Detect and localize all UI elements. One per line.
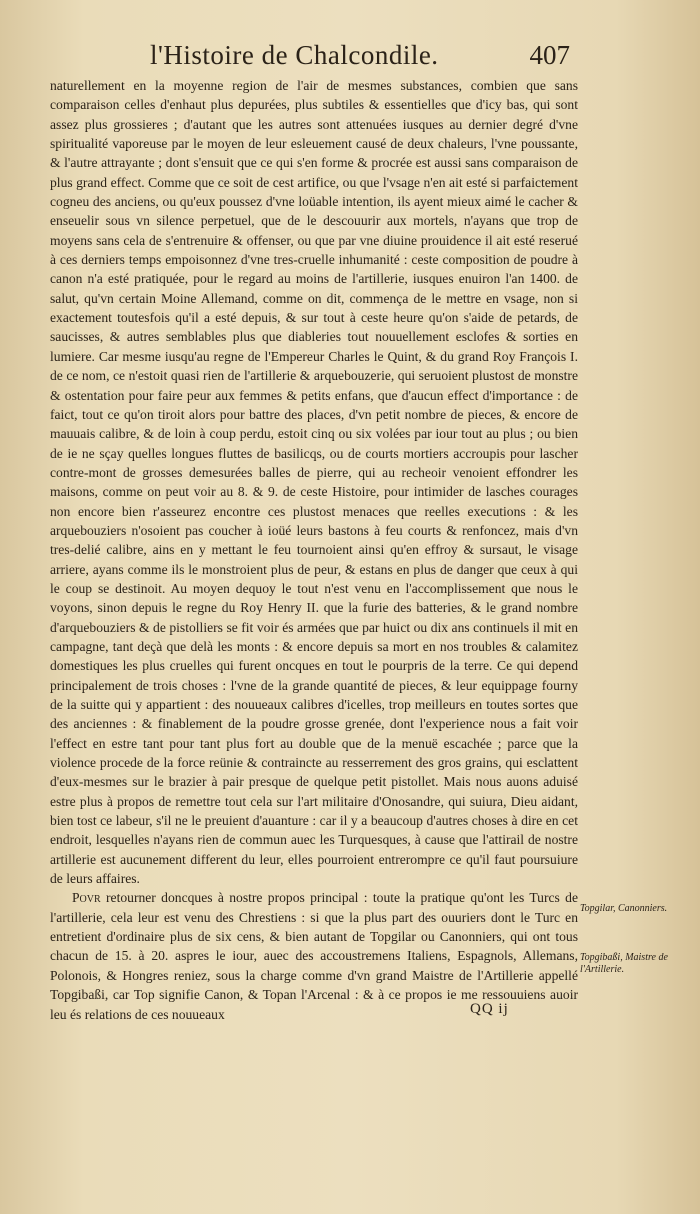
margin-note-topgilar: Topgilar, Canonniers.: [580, 903, 668, 914]
page-header: [150, 40, 570, 80]
paragraph-2-text: retourner doncques à nostre propos principal : toute la pratique qu'ont les Turcs de l'artillerie, cela leur est venu des Chrestiens : si que la plus part des ouuriers dont le Turc en entretient d'ordinaire plus de six cens, & bien autant de Topgilar ou Canonniers, qui ont tous chacun de 15. à 20. aspres le iour, auec des accoustremens Italiens, Espagnols, Allemans, Polonois, & Hongres reniez, sous la charge comme d'vn grand Maistre de l'Artillerie appellé Topgibaßi, car Top signifie Canon, & Topan l'Arcenal : & à ce propos ie me ressouuiens auoir leu és relations de ces nouueaux: [50, 890, 578, 1022]
main-text: [50, 76, 578, 1024]
paragraph-2-lead: Povr: [72, 890, 101, 906]
margin-note-topgibassi: Topgibaßi, Maistre de l'Artillerie.: [580, 952, 668, 975]
signature-mark: QQ ij: [470, 1001, 509, 1017]
running-title: l'Histoire de Chalcondile.: [150, 40, 439, 70]
page-number: 407: [529, 40, 570, 70]
paragraph-1: naturellement en la moyenne region de l'air de mesmes substances, combien que sans comparaison celles d'enhaut plus depurées, plus subtiles & essentielles que d'icy bas, qui sont assez plus grossieres ; d'autant que les autres sont attenuées iusques au dernier degré d'vne spiritualité vaporeuse par le moyen de leur esleuement causé de deux chaleurs, l'vne poussante, & l'autre attrayante ; dont s'ensuit que ce qui s'en forme & procrée est aussi sans comparaison de plus grand effect. Comme que ce soit de cest artifice, ou que l'vsage n'en ait esté si parfaictement cogneu des anciens, ou qu'eux poussez d'vne loüable intention, ils ayent mieux aimé le cacher & enseuelir sous vn silence perpetuel, que de le descouurir aux mortels, n'ayans que trop de moyens sans cela de s'entrenuire & offenser, ou que par vne diuine prouidence il ait esté reserué à ces derniers temps empoisonnez d'vne tres-cruelle inhumanité : ceste composition de poudre à canon n'a esté pratiquée, pour le regard au moins de l'artillerie, iusques enuiron l'an 1400. de salut, qu'vn certain Moine Allemand, comme on dit, commença de le mettre en vsage, non si exactement toutesfois qu'il a esté depuis, & sur tout à ceste heure qu'on s'aide de petards, de saucisses, & autres semblables plus que diableries tout nouuellement esclofes & sorties en lumiere. Car mesme iusqu'au regne de l'Empereur Charles le Quint, & du grand Roy François I. de ce nom, ce n'estoit quasi rien de l'artillerie & arquebouzerie, qui seruoient plustost de monstre & ostentation pour faire peur aux femmes & petits enfans, que d'aucun effect d'importance : de faict, tout ce qu'on tiroit alors pour battre des places, d'vn petit nombre de pieces, & encore de mauuais calibre, & de loin à coup perdu, estoit cinq ou six volées par iour tout au plus ; ou bien de ie ne sçay quelles longues fluttes de basilicqs, ou de courts mortiers accroupis pour lascher contre-mont de grosses demesurées balles de pierre, qui au recheoir venoient effondrer les maisons, comme on peut voir au 8. & 9. de ceste Histoire, pour intimider de lasches courages non encore bien r'asseurez encontre ces plustost menaces que reelles executions : & les arquebouziers n'osoient pas coucher à ioüé leurs bastons à feu courts & renfoncez, mais d'vn tres-delié calibre, ains en y mettant le feu tournoient ainsi qu'en effroy & sursaut, le visage arriere, ayans comme ils le monstroient plus de peur, & estans en plus de danger que ceux à qui le coup se destinoit. Au moyen dequoy le tout n'est venu en l'accomplissement que nous le voyons, sinon depuis le regne du Roy Henry II. que la furie des batteries, & le grand nombre d'arquebouziers & de pistolliers se fit voir és armées que par huict ou dix ans continuels il mit en campagne, tant deçà que delà les monts : & encore depuis sa mort en nos troubles & calamitez domestiques les plus cruelles qui furent oncques en tout le pourpris de la terre. Ce qui depend principalement de trois choses : l'vne de la grande quantité de pieces, & leur equippage fourny de la suitte qui y appartient : des nouueaux calibres d'icelles, trop meilleurs en toutes sortes que des anciennes : & finablement de la poudre grosse grenée, dont l'experience nous a fait voir l'effect en estre tant pour tant plus fort au double que de la menuë escachée ; parce que la violence procede de la force reünie & contraincte au resserrement des gros grains, qui esclattent d'eux-mesmes sur le brazier à pair presque de quelque petit pistollet. Mais nous auons aduisé estre plus à propos de remettre tout cela sur l'art militaire d'Onosandre, qui suiura, Dieu aidant, bien tost ce labeur, s'il ne le preuient d'auanture : car il y a beaucoup d'autres choses à dire en cet endroit, lesquelles n'ayans rien de commun auec les Turquesques, à cause que l'attirail de nostre artillerie est aucunement different du leur, elles pourroient entrerompre ce qu'il faut poursuiure de leurs affaires.: [50, 78, 578, 887]
